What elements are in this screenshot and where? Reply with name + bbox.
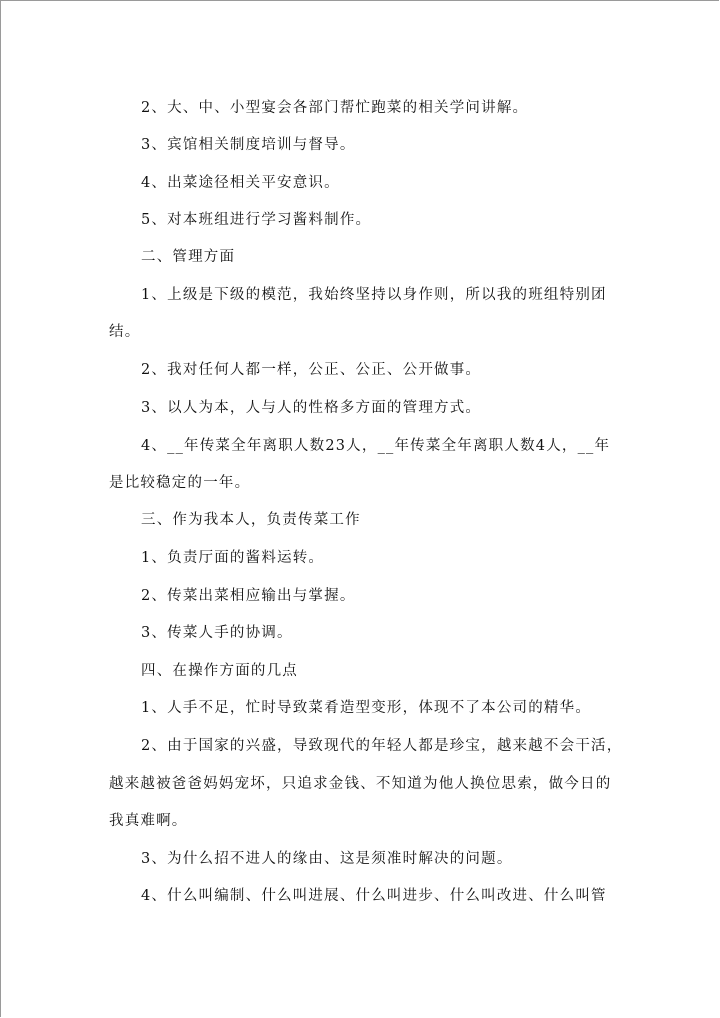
text-line: 我真难啊。 [109,813,188,829]
text-line: 1、上级是下级的模范，我始终坚持以身作则，所以我的班组特别团 [141,287,607,303]
text-line: 4、出菜途径相关平安意识。 [141,175,340,191]
text-line: 越来越被爸爸妈妈宠坏，只追求金钱、不知道为他人换位思索，做今日的 [109,776,612,792]
section-heading: 二、管理方面 [141,249,236,265]
text-line: 3、以人为本，人与人的性格多方面的管理方式。 [141,400,482,416]
text-line: 是比较稳定的一年。 [109,475,251,491]
text-line: 2、我对任何人都一样，公正、公正、公开做事。 [141,362,482,378]
text-line: 1、人手不足，忙时导致菜肴造型变形，体现不了本公司的精华。 [141,700,592,716]
text-line: 4、什么叫编制、什么叫进展、什么叫进步、什么叫改进、什么叫管 [141,888,607,904]
text-line: 1、负责厅面的酱料运转。 [141,550,325,566]
text-line: 2、传菜出菜相应输出与掌握。 [141,588,356,604]
text-line: 5、对本班组进行学习酱料制作。 [141,212,372,228]
text-line: 3、宾馆相关制度培训与督导。 [141,137,356,153]
text-line: 4、__年传菜全年离职人数23人，__年传菜全年离职人数4人，__年 [141,438,611,454]
text-line: 3、为什么招不进人的缘由、这是须准时解决的问题。 [141,851,513,867]
text-line: 2、由于国家的兴盛，导致现代的年轻人都是珍宝，越来越不会干活， [141,738,623,754]
text-line: 结。 [109,324,141,340]
section-heading: 四、在操作方面的几点 [141,663,298,679]
text-line: 3、传菜人手的协调。 [141,625,293,641]
text-line: 2、大、中、小型宴会各部门帮忙跑菜的相关学问讲解。 [141,100,529,116]
section-heading: 三、作为我本人，负责传菜工作 [141,512,361,528]
